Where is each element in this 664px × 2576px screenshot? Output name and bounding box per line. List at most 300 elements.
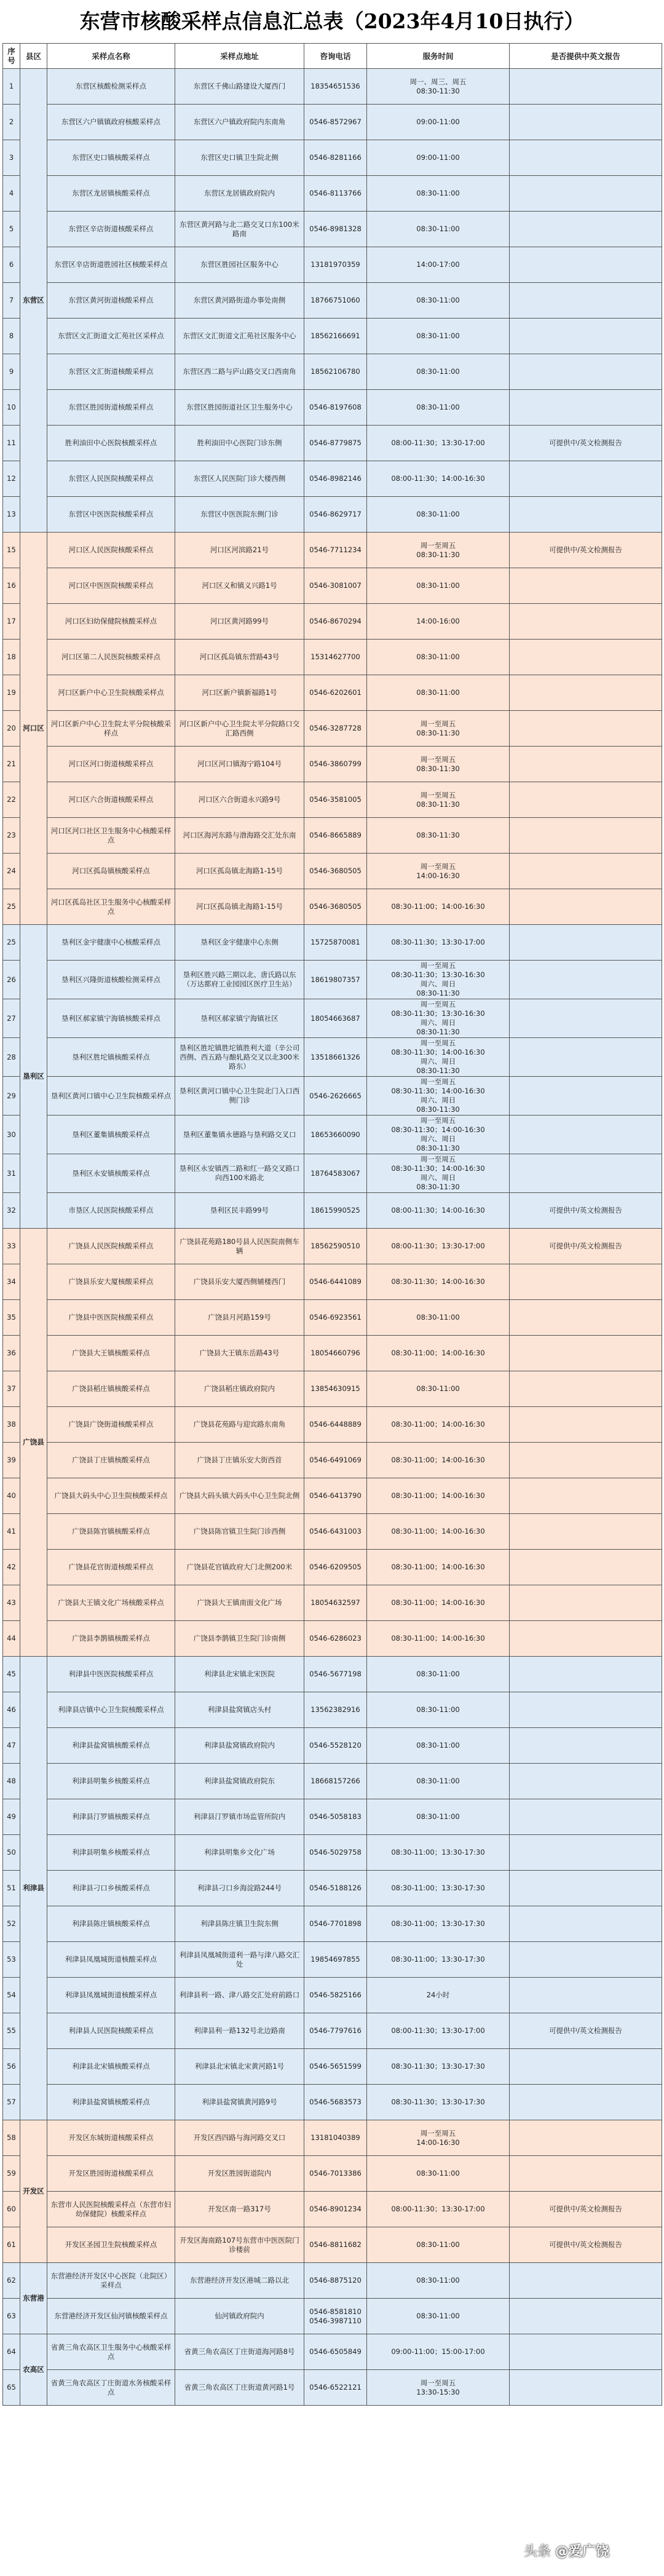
row-number: 47: [3, 1728, 20, 1764]
site-phone: 18562590510: [304, 1229, 367, 1264]
site-address: 垦利区黄河口镇中心卫生院北门入口西侧门诊: [175, 1077, 304, 1116]
table-row: [3, 640, 662, 675]
site-address: 广饶县花苑路与迎宾路东南角: [175, 1407, 304, 1443]
row-number: 43: [3, 1585, 20, 1621]
service-time: 08:00-11:30；13:30-17:00: [367, 426, 510, 461]
district-cell: 利津县: [20, 1657, 47, 2120]
report-availability: [510, 1478, 662, 1514]
site-name: 广饶县丁庄镇核酸采样点: [47, 1443, 175, 1478]
service-time: 周一至周五 14:00-16:30: [367, 2120, 510, 2156]
row-number: 20: [3, 711, 20, 747]
site-phone: 0546-6923561: [304, 1300, 367, 1336]
site-phone: 0546-5528120: [304, 1728, 367, 1764]
site-name: 东营市人民医院核酸采样点（东营市妇幼保健院）核酸采样点: [47, 2192, 175, 2227]
site-name: 东营港经济开发区仙河镇核酸采样点: [47, 2299, 175, 2334]
table-row: [3, 675, 662, 711]
table-row: [3, 2013, 662, 2049]
site-name: 垦利区永安镇核酸采样点: [47, 1154, 175, 1193]
row-number: 42: [3, 1550, 20, 1585]
site-address: 河口区六合街道永兴路9号: [175, 782, 304, 818]
row-number: 28: [3, 1038, 20, 1077]
site-phone: 0546-5825166: [304, 1978, 367, 2013]
row-number: 1: [3, 69, 20, 105]
site-address: 省黄三角农高区丁庄街道黄河路1号: [175, 2370, 304, 2406]
row-number: 29: [3, 1077, 20, 1116]
site-address: 河口区孤岛镇东营路43号: [175, 640, 304, 675]
table-row: [3, 2370, 662, 2406]
district-cell: 东营区: [20, 69, 47, 533]
report-availability: [510, 1443, 662, 1478]
site-address: 利津县盐窝镇黄河路9号: [175, 2085, 304, 2120]
row-number: 50: [3, 1835, 20, 1871]
service-time: 24小时: [367, 1978, 510, 2013]
row-number: 2: [3, 105, 20, 140]
site-name: 河口区新户中心卫生院太平分院核酸采样点: [47, 711, 175, 747]
site-phone: 18354651536: [304, 69, 367, 105]
table-row: [3, 105, 662, 140]
site-address: 东营区史口镇卫生院北侧: [175, 140, 304, 176]
site-address: 河口区河口镇海宁路104号: [175, 747, 304, 782]
site-address: 利津县明集乡文化广场: [175, 1835, 304, 1871]
site-name: 垦利区黄河口镇中心卫生院核酸采样点: [47, 1077, 175, 1116]
table-row: [3, 1514, 662, 1550]
service-time: 08:30-11:00: [367, 319, 510, 354]
table-row: [3, 2085, 662, 2120]
row-number: 36: [3, 1336, 20, 1371]
site-name: 东营区核酸检测采样点: [47, 69, 175, 105]
row-number: 60: [3, 2192, 20, 2227]
header-phone: 咨询电话: [304, 44, 367, 69]
site-address: 东营区黄河路街道办事处南侧: [175, 283, 304, 319]
site-name: 广饶县乐安大厦核酸采样点: [47, 1264, 175, 1300]
site-address: 东营区文汇街道文汇苑社区服务中心: [175, 319, 304, 354]
site-phone: 15314627700: [304, 640, 367, 675]
table-row: [3, 854, 662, 889]
table-row: [3, 461, 662, 497]
service-time: 08:30-11:00；14:00-16:30: [367, 1336, 510, 1371]
row-number: 31: [3, 1154, 20, 1193]
site-phone: 18054660796: [304, 1336, 367, 1371]
table-row: [3, 1407, 662, 1443]
site-name: 河口区新户中心卫生院核酸采样点: [47, 675, 175, 711]
table-row: [3, 1871, 662, 1906]
site-name: 广饶县大王镇核酸采样点: [47, 1336, 175, 1371]
row-number: 65: [3, 2370, 20, 2406]
site-name: 利津县凤凰城街道核酸采样点: [47, 1942, 175, 1978]
report-availability: [510, 675, 662, 711]
site-name: 河口区第二人民医院核酸采样点: [47, 640, 175, 675]
row-number: 53: [3, 1942, 20, 1978]
report-availability: [510, 1038, 662, 1077]
service-time: 08:30-11:00: [367, 283, 510, 319]
site-phone: 18054632597: [304, 1585, 367, 1621]
row-number: 62: [3, 2263, 20, 2299]
site-address: 垦利区胜坨镇胜坨镇胜利大道（辛公司西侧、西五路与酿轧路交叉以北300米路东）: [175, 1038, 304, 1077]
site-name: 广饶县稻庄镇核酸采样点: [47, 1371, 175, 1407]
service-time: 08:30-11:00；14:00-16:30: [367, 1443, 510, 1478]
table-row: [3, 961, 662, 999]
service-time: 08:30-11:00: [367, 212, 510, 247]
service-time: 08:30-11:00: [367, 1300, 510, 1336]
site-name: 广饶县广饶街道核酸采样点: [47, 1407, 175, 1443]
header-row: [3, 44, 662, 69]
row-number: 64: [3, 2334, 20, 2370]
report-availability: [510, 818, 662, 854]
site-address: 利津县陈庄镇卫生院东侧: [175, 1906, 304, 1942]
report-availability: [510, 889, 662, 925]
table-row: [3, 818, 662, 854]
site-phone: 0546-5188126: [304, 1871, 367, 1906]
site-name: 东营区辛店街道核酸采样点: [47, 212, 175, 247]
site-name: 广饶县大码头中心卫生院核酸采样点: [47, 1478, 175, 1514]
report-availability: [510, 1942, 662, 1978]
row-number: 12: [3, 461, 20, 497]
site-address: 河口区新户镇新福路1号: [175, 675, 304, 711]
report-availability: [510, 1264, 662, 1300]
service-time: 08:30-11:00；14:00-16:30: [367, 1478, 510, 1514]
table-row: [3, 1621, 662, 1657]
row-number: 17: [3, 604, 20, 640]
row-number: 58: [3, 2120, 20, 2156]
site-name: 省黄三角农高区卫生服务中心核酸采样点: [47, 2334, 175, 2370]
site-name: 河口区河口街道核酸采样点: [47, 747, 175, 782]
service-time: 08:30-11:30: [367, 818, 510, 854]
site-address: 省黄三角农高区丁庄街道海河路8号: [175, 2334, 304, 2370]
table-row: [3, 1478, 662, 1514]
site-phone: 0546-5029758: [304, 1835, 367, 1871]
site-phone: 0546-8811682: [304, 2227, 367, 2263]
row-number: 51: [3, 1871, 20, 1906]
site-address: 胜利油田中心医院门诊东侧: [175, 426, 304, 461]
row-number: 41: [3, 1514, 20, 1550]
site-address: 开发区西四路与海河路交叉口: [175, 2120, 304, 2156]
service-time: 08:30-11:00: [367, 2299, 510, 2334]
row-number: 30: [3, 1116, 20, 1154]
report-availability: [510, 1116, 662, 1154]
table-row: [3, 1764, 662, 1799]
site-name: 开发区东城街道核酸采样点: [47, 2120, 175, 2156]
report-availability: 可提供中/英文检测报告: [510, 533, 662, 568]
site-phone: 19854697855: [304, 1942, 367, 1978]
site-address: 东营区西二路与庐山路交叉口西南角: [175, 354, 304, 390]
site-name: 广饶县花官街道核酸采样点: [47, 1550, 175, 1585]
site-phone: 0546-5683573: [304, 2085, 367, 2120]
table-row: [3, 1038, 662, 1077]
table-row: [3, 1116, 662, 1154]
district-cell: 广饶县: [20, 1229, 47, 1657]
site-name: 东营区胜园街道核酸采样点: [47, 390, 175, 426]
site-address: 广饶县稻庄镇政府院内: [175, 1371, 304, 1407]
service-time: 08:30-11:00；14:00-16:30: [367, 889, 510, 925]
report-availability: [510, 140, 662, 176]
table-row: [3, 1942, 662, 1978]
site-phone: 0546-3860799: [304, 747, 367, 782]
report-availability: [510, 283, 662, 319]
site-phone: 18766751060: [304, 283, 367, 319]
table-row: [3, 1300, 662, 1336]
service-time: 08:00-11:30；13:30-17:00: [367, 1229, 510, 1264]
site-name: 东营区文汇街道核酸采样点: [47, 354, 175, 390]
row-number: 5: [3, 212, 20, 247]
site-name: 利津县盐窝镇核酸采样点: [47, 2085, 175, 2120]
site-phone: 0546-8281166: [304, 140, 367, 176]
report-availability: [510, 1585, 662, 1621]
site-name: 利津县陈庄镇核酸采样点: [47, 1906, 175, 1942]
row-number: 23: [3, 818, 20, 854]
site-address: 利津县盐窝镇政府院内: [175, 1728, 304, 1764]
site-name: 利津县汀罗镇核酸采样点: [47, 1799, 175, 1835]
site-address: 河口区海河东路与渤海路交汇处东南: [175, 818, 304, 854]
row-number: 24: [3, 854, 20, 889]
table-row: [3, 212, 662, 247]
report-availability: [510, 854, 662, 889]
site-address: 利津县利一路132号北边路南: [175, 2013, 304, 2049]
site-address: 河口区黄河路99号: [175, 604, 304, 640]
header-district: 县区: [20, 44, 47, 69]
service-time: 08:30-11:00: [367, 497, 510, 533]
site-phone: 13518661326: [304, 1038, 367, 1077]
site-address: 利津县盐窝镇政府院东: [175, 1764, 304, 1799]
site-phone: 0546-8981328: [304, 212, 367, 247]
site-phone: 18054663687: [304, 999, 367, 1038]
report-availability: [510, 461, 662, 497]
report-availability: [510, 2334, 662, 2370]
row-number: 48: [3, 1764, 20, 1799]
row-number: 15: [3, 533, 20, 568]
site-phone: 13181040389: [304, 2120, 367, 2156]
site-name: 广饶县大王镇文化广场核酸采样点: [47, 1585, 175, 1621]
row-number: 22: [3, 782, 20, 818]
table-row: [3, 1799, 662, 1835]
service-time: 08:30-11:00: [367, 2227, 510, 2263]
table-row: [3, 1336, 662, 1371]
row-number: 11: [3, 426, 20, 461]
report-availability: [510, 2049, 662, 2085]
site-name: 利津县中医医院核酸采样点: [47, 1657, 175, 1692]
report-availability: [510, 2299, 662, 2334]
table-row: [3, 2299, 662, 2334]
site-address: 东营区胜园社区服务中心: [175, 247, 304, 283]
service-time: 08:30-11:00；14:00-16:30: [367, 1550, 510, 1585]
service-time: 周一至周五 08:30-11:30；14:00-16:30 周六、周日 08:30-11:30: [367, 1116, 510, 1154]
service-time: 周一至周五 08:30-11:30；14:00-16:30 周六、周日 08:30-11:30: [367, 1077, 510, 1116]
service-time: 09:00-11:00: [367, 140, 510, 176]
service-time: 周一至周五 08:30-11:30: [367, 782, 510, 818]
site-address: 利津县利一路、津八路交汇处府前路口: [175, 1978, 304, 2013]
row-number: 9: [3, 354, 20, 390]
table-row: [3, 1978, 662, 2013]
row-number: 44: [3, 1621, 20, 1657]
site-address: 广饶县大码头镇大码头中心卫生院北侧: [175, 1478, 304, 1514]
table-row: [3, 1657, 662, 1692]
site-phone: 18562106780: [304, 354, 367, 390]
watermark: [524, 2541, 609, 2560]
service-time: 周一至周五 14:00-16:30: [367, 854, 510, 889]
site-phone: 0546-3081007: [304, 568, 367, 604]
report-availability: [510, 925, 662, 961]
service-time: 08:30-11:00；14:00-16:30: [367, 1407, 510, 1443]
site-address: 东营港经济开发区港城二路以北: [175, 2263, 304, 2299]
service-time: 08:00-11:30；14:00-16:30: [367, 1193, 510, 1229]
site-name: 省黄三角农高区丁庄街道水务核酸采样点: [47, 2370, 175, 2406]
site-name: 河口区河口社区卫生服务中心核酸采样点: [47, 818, 175, 854]
site-address: 广饶县李鹊镇卫生院门诊南侧: [175, 1621, 304, 1657]
row-number: 10: [3, 390, 20, 426]
site-phone: 0546-6441089: [304, 1264, 367, 1300]
table-row: [3, 1229, 662, 1264]
table-row: [3, 1443, 662, 1478]
table-row: [3, 354, 662, 390]
site-address: 垦利区郝家镇宁海镇社区: [175, 999, 304, 1038]
site-address: 广饶县大王镇东岳路43号: [175, 1336, 304, 1371]
service-time: 周一至周五 08:30-11:30；13:30-16:30 周六、周日 08:30-11:30: [367, 961, 510, 999]
service-time: 08:30-11:00: [367, 675, 510, 711]
site-name: 河口区孤岛镇核酸采样点: [47, 854, 175, 889]
site-phone: 0546-6202601: [304, 675, 367, 711]
site-name: 东营区黄河街道核酸采样点: [47, 283, 175, 319]
service-time: 08:30-11:00: [367, 354, 510, 390]
row-number: 4: [3, 176, 20, 212]
site-name: 东营区辛店街道胜园社区核酸采样点: [47, 247, 175, 283]
report-availability: [510, 1728, 662, 1764]
site-phone: 0546-3680505: [304, 854, 367, 889]
row-number: 3: [3, 140, 20, 176]
row-number: 52: [3, 1906, 20, 1942]
header-name: 采样点名称: [47, 44, 175, 69]
report-availability: [510, 1978, 662, 2013]
report-availability: [510, 247, 662, 283]
header-no: 序号: [3, 44, 20, 69]
report-availability: [510, 1407, 662, 1443]
row-number: 34: [3, 1264, 20, 1300]
report-availability: [510, 999, 662, 1038]
table-row: [3, 1550, 662, 1585]
report-availability: [510, 1871, 662, 1906]
service-time: 周一至周五 08:30-11:30: [367, 747, 510, 782]
service-time: 08:30-11:30；13:30-17:00: [367, 925, 510, 961]
site-phone: 0546-8875120: [304, 2263, 367, 2299]
site-address: 垦利区永安镇西二路和红一路交叉路口向西100米路北: [175, 1154, 304, 1193]
district-cell: 东营港: [20, 2263, 47, 2334]
site-phone: 0546-7711234: [304, 533, 367, 568]
site-address: 利津县刁口乡海淀路244号: [175, 1871, 304, 1906]
service-time: 08:30-11:00: [367, 1799, 510, 1835]
site-phone: 0546-8572967: [304, 105, 367, 140]
service-time: 08:30-11:00: [367, 1764, 510, 1799]
table-row: [3, 1906, 662, 1942]
row-number: 63: [3, 2299, 20, 2334]
site-name: 利津县明集乡核酸采样点: [47, 1764, 175, 1799]
site-address: 东营区千佛山路建设大厦西门: [175, 69, 304, 105]
site-address: 利津县北宋镇北宋医院: [175, 1657, 304, 1692]
site-phone: 13181970359: [304, 247, 367, 283]
report-availability: [510, 1692, 662, 1728]
site-name: 东营区文汇街道文汇苑社区采样点: [47, 319, 175, 354]
report-availability: [510, 1300, 662, 1336]
table-row: [3, 1077, 662, 1116]
site-phone: 0546-6209505: [304, 1550, 367, 1585]
service-time: 周一、周三、周五 08:30-11:30: [367, 69, 510, 105]
site-name: 开发区胜园街道核酸采样点: [47, 2156, 175, 2192]
site-name: 河口区孤岛社区卫生服务中心核酸采样点: [47, 889, 175, 925]
site-name: 垦利区郝家镇宁海镇核酸采样点: [47, 999, 175, 1038]
site-name: 利津县刁口乡核酸采样点: [47, 1871, 175, 1906]
row-number: 18: [3, 640, 20, 675]
site-phone: 18668157266: [304, 1764, 367, 1799]
table-row: [3, 568, 662, 604]
header-service-time: 服务时间: [367, 44, 510, 69]
table-row: [3, 1371, 662, 1407]
table-row: [3, 1193, 662, 1229]
row-number: 49: [3, 1799, 20, 1835]
row-number: 21: [3, 747, 20, 782]
site-name: 东营区中医医院核酸采样点: [47, 497, 175, 533]
site-address: 河口区河滨路21号: [175, 533, 304, 568]
service-time: 08:30-11:30；13:30-17:30: [367, 2085, 510, 2120]
site-name: 垦利区董集镇核酸采样点: [47, 1116, 175, 1154]
site-address: 仙河镇政府院内: [175, 2299, 304, 2334]
service-time: 08:30-11:00: [367, 176, 510, 212]
page-title: 东营市核酸采样点信息汇总表（2023年4月10日执行）: [79, 9, 585, 33]
site-phone: 0546-5677198: [304, 1657, 367, 1692]
site-name: 垦利区金宇健康中心核酸采样点: [47, 925, 175, 961]
service-time: 08:30-11:00；13:30-17:30: [367, 1835, 510, 1871]
site-name: 河口区六合街道核酸采样点: [47, 782, 175, 818]
report-availability: 可提供中/英文检测报告: [510, 1193, 662, 1229]
site-name: 利津县店镇中心卫生院核酸采样点: [47, 1692, 175, 1728]
report-availability: [510, 176, 662, 212]
report-availability: [510, 1514, 662, 1550]
site-phone: 13562382916: [304, 1692, 367, 1728]
site-address: 利津县盐窝镇店头村: [175, 1692, 304, 1728]
service-time: 08:30-11:30；13:30-17:30: [367, 2049, 510, 2085]
report-availability: [510, 1764, 662, 1799]
table-row: [3, 1154, 662, 1193]
service-time: 14:00-16:00: [367, 604, 510, 640]
row-number: 54: [3, 1978, 20, 2013]
site-phone: 0546-5058183: [304, 1799, 367, 1835]
table-row: [3, 925, 662, 961]
report-availability: [510, 604, 662, 640]
table-row: [3, 283, 662, 319]
site-address: 东营区人民医院门诊大楼西侧: [175, 461, 304, 497]
row-number: 27: [3, 999, 20, 1038]
row-number: 25: [3, 889, 20, 925]
site-name: 利津县凤凰城街道核酸采样点: [47, 1978, 175, 2013]
site-address: 利津县汀罗镇市场监管所院内: [175, 1799, 304, 1835]
site-address: 垦利区金宇健康中心东侧: [175, 925, 304, 961]
site-phone: 0546-8197608: [304, 390, 367, 426]
site-name: 河口区妇幼保健院核酸采样点: [47, 604, 175, 640]
row-number: 16: [3, 568, 20, 604]
report-availability: [510, 2263, 662, 2299]
watermark-prefix: 头条: [524, 2544, 551, 2559]
site-address: 广饶县大王镇南面文化广场: [175, 1585, 304, 1621]
service-time: 08:30-11:00；13:30-17:30: [367, 1871, 510, 1906]
site-address: 垦利区胜兴路三期以北、唐氏路以东（万达都府工业园园区医疗卫生站）: [175, 961, 304, 999]
report-availability: [510, 782, 662, 818]
service-time: 08:30-11:00: [367, 1371, 510, 1407]
table-row: [3, 999, 662, 1038]
district-cell: 开发区: [20, 2120, 47, 2263]
site-name: 东营区史口镇核酸采样点: [47, 140, 175, 176]
site-phone: 15725870081: [304, 925, 367, 961]
site-name: 胜利油田中心医院核酸采样点: [47, 426, 175, 461]
site-phone: 0546-3287728: [304, 711, 367, 747]
site-address: 河口区孤岛镇北海路1-15号: [175, 854, 304, 889]
site-name: 东营区六户镇镇政府核酸采样点: [47, 105, 175, 140]
service-time: 周一至周五 13:30-15:30: [367, 2370, 510, 2406]
